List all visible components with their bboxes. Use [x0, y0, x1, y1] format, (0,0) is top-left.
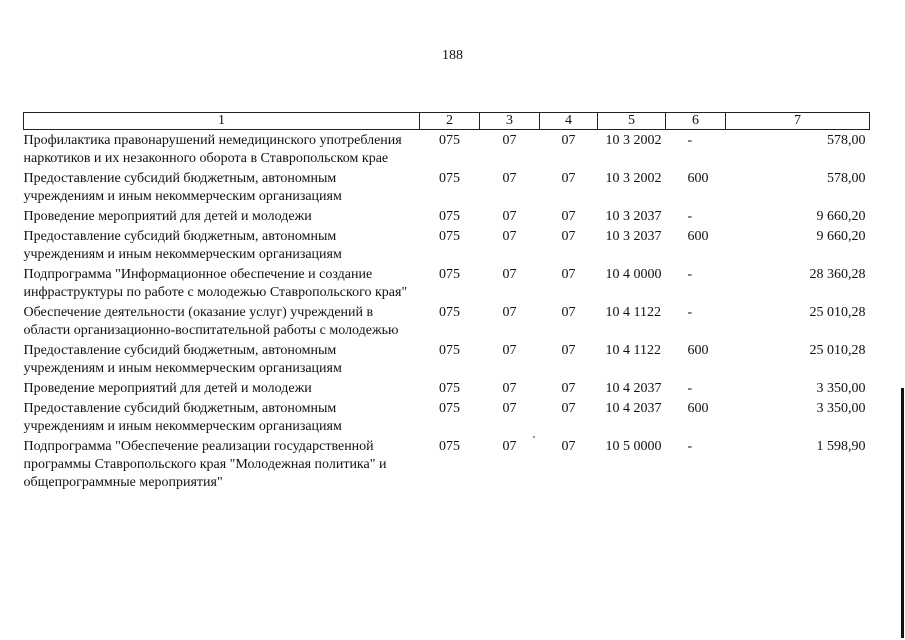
row-cell-col4: 07	[561, 267, 576, 282]
column-header-4: 4	[540, 113, 598, 130]
row-cell-col6: 600	[687, 229, 709, 244]
budget-table	[23, 112, 870, 494]
row-cell-col7: 9 660,20	[816, 209, 866, 224]
row-cell-col5: 10 3 2037	[605, 229, 662, 244]
table-header-row	[24, 113, 870, 130]
column-header-7: 7	[726, 113, 870, 130]
row-cell-col2: 075	[439, 171, 460, 186]
row-cell-col5: 10 4 1122	[605, 305, 661, 320]
row-cell-col7: 25 010,28	[809, 305, 866, 320]
table-row	[24, 342, 870, 380]
row-cell-col5: 10 3 2037	[605, 209, 662, 224]
row-name-cell: Проведение мероприятий для детей и молодежи	[23, 381, 312, 396]
row-cell-col7: 3 350,00	[816, 381, 866, 396]
row-cell-col6: -	[687, 439, 693, 454]
row-cell-col5: 10 4 2037	[605, 381, 662, 396]
row-cell-col7: 25 010,28	[809, 343, 866, 358]
row-cell-col5: 10 3 2002	[605, 133, 662, 148]
row-cell-col6: -	[687, 381, 693, 396]
table-row	[24, 380, 870, 400]
column-header-1: 1	[24, 113, 420, 130]
row-cell-col5: 10 4 1122	[605, 343, 661, 358]
row-cell-col5: 10 5 0000	[605, 439, 662, 454]
row-name-cell: Предоставление субсидий бюджетным, автономным учреждениям и иным некоммерческим организациям	[23, 401, 342, 434]
page-number: 188	[442, 48, 463, 63]
table-row	[24, 208, 870, 228]
row-cell-col2: 075	[439, 209, 460, 224]
row-cell-col5: 10 4 0000	[605, 267, 662, 282]
table-row	[24, 228, 870, 266]
row-cell-col4: 07	[561, 439, 576, 454]
row-cell-col6: 600	[687, 171, 709, 186]
row-name-cell: Профилактика правонарушений немедицинского употребления наркотиков и их незаконного оборота в Ставропольском крае	[23, 133, 402, 166]
row-name-cell: Предоставление субсидий бюджетным, автономным учреждениям и иным некоммерческим организациям	[23, 229, 342, 262]
row-cell-col7: 3 350,00	[816, 401, 866, 416]
row-cell-col2: 075	[439, 305, 460, 320]
row-cell-col2: 075	[439, 439, 460, 454]
row-cell-col4: 07	[561, 401, 576, 416]
row-cell-col7: 1 598,90	[816, 439, 866, 454]
table-row	[24, 266, 870, 304]
row-name-cell: Проведение мероприятий для детей и молодежи	[23, 209, 312, 224]
row-cell-col5: 10 3 2002	[605, 171, 662, 186]
row-name-cell: Предоставление субсидий бюджетным, автономным учреждениям и иным некоммерческим организациям	[23, 171, 342, 204]
row-cell-col4: 07	[561, 381, 576, 396]
table-row	[24, 400, 870, 438]
row-name-cell: Подпрограмма "Информационное обеспечение и создание инфраструктуры по работе с молодежью Ставропольского края"	[23, 267, 408, 300]
row-cell-col3: 07	[502, 133, 517, 148]
scan-dot	[533, 436, 535, 438]
row-cell-col2: 075	[439, 133, 460, 148]
row-cell-col2: 075	[439, 229, 460, 244]
row-cell-col3: 07	[502, 439, 517, 454]
table-body	[24, 130, 870, 495]
row-cell-col3: 07	[502, 171, 517, 186]
row-cell-col3: 07	[502, 401, 517, 416]
column-header-2: 2	[420, 113, 480, 130]
row-cell-col6: -	[687, 133, 693, 148]
row-cell-col4: 07	[561, 133, 576, 148]
table-row	[24, 130, 870, 171]
row-cell-col3: 07	[502, 381, 517, 396]
row-cell-col4: 07	[561, 305, 576, 320]
row-cell-col6: -	[687, 267, 693, 282]
row-cell-col3: 07	[502, 267, 517, 282]
row-cell-col3: 07	[502, 343, 517, 358]
table-row	[24, 438, 870, 494]
row-cell-col3: 07	[502, 305, 517, 320]
row-cell-col4: 07	[561, 209, 576, 224]
row-cell-col3: 07	[502, 229, 517, 244]
row-cell-col2: 075	[439, 381, 460, 396]
row-cell-col6: -	[687, 305, 693, 320]
row-cell-col2: 075	[439, 343, 460, 358]
row-cell-col4: 07	[561, 229, 576, 244]
row-name-cell: Предоставление субсидий бюджетным, автономным учреждениям и иным некоммерческим организациям	[23, 343, 342, 376]
row-cell-col7: 578,00	[827, 133, 866, 148]
table-row	[24, 304, 870, 342]
page-edge-bar	[901, 388, 904, 638]
row-cell-col6: 600	[687, 343, 709, 358]
row-cell-col7: 9 660,20	[816, 229, 866, 244]
row-cell-col6: -	[687, 209, 693, 224]
row-cell-col2: 075	[439, 267, 460, 282]
row-cell-col3: 07	[502, 209, 517, 224]
row-cell-col7: 578,00	[827, 171, 866, 186]
row-cell-col2: 075	[439, 401, 460, 416]
column-header-5: 5	[598, 113, 666, 130]
row-cell-col4: 07	[561, 343, 576, 358]
row-cell-col4: 07	[561, 171, 576, 186]
row-cell-col6: 600	[687, 401, 709, 416]
row-cell-col5: 10 4 2037	[605, 401, 662, 416]
row-name-cell: Обеспечение деятельности (оказание услуг) учреждений в области организационно-воспитательной работы с молодежью	[23, 305, 399, 338]
row-name-cell: Подпрограмма "Обеспечение реализации государственной программы Ставропольского края "Молодежная политика" и общепрограммные мероприятия"	[23, 439, 387, 490]
row-cell-col7: 28 360,28	[809, 267, 866, 282]
column-header-3: 3	[480, 113, 540, 130]
column-header-6: 6	[666, 113, 726, 130]
table-row	[24, 170, 870, 208]
